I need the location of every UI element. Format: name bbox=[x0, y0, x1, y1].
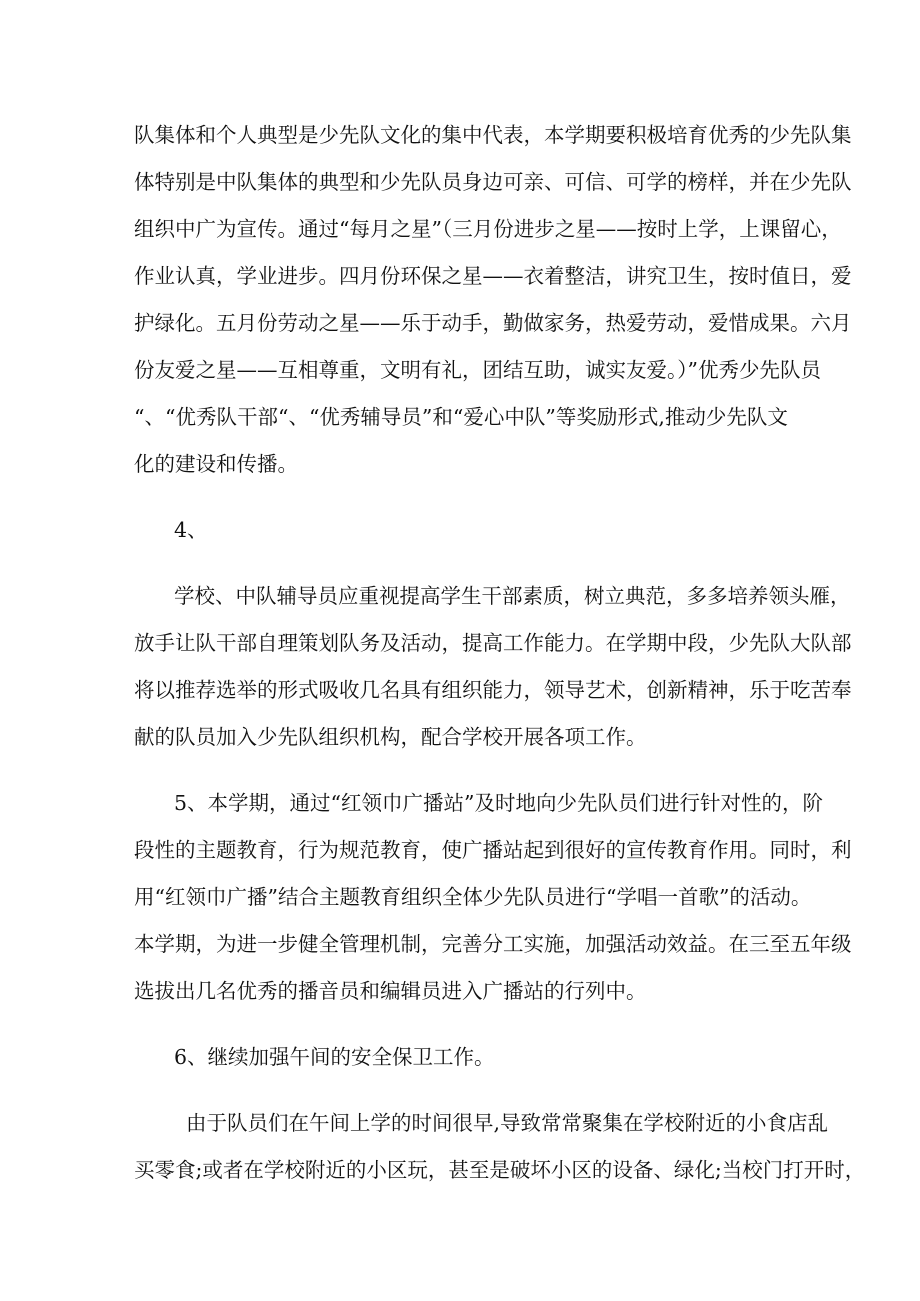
paragraph-line: 学校、中队辅导员应重视提高学生干部素质，树立典范，多多培养领头雁， bbox=[174, 584, 851, 608]
paragraph-line: 化的建设和传播。 bbox=[134, 452, 298, 476]
paragraph-line: 份友爱之星——互相尊重，文明有礼，团结互助，诚实友爱。）”优秀少先队员 bbox=[134, 358, 821, 382]
paragraph-line: 5、本学期，通过“红领巾广播站”及时地向少先队员们进行针对性的，阶 bbox=[174, 791, 824, 815]
document-body bbox=[134, 112, 866, 1194]
item-6 bbox=[134, 1034, 794, 1081]
paragraph-line: 组织中广为宣传。通过“每月之星”（三月份进步之星——按时上学，上课留心， bbox=[134, 217, 842, 241]
paragraph-line: “、“优秀队干部“、“优秀辅导员”和“爱心中队”等奖励形式,推动少先队文 bbox=[134, 405, 788, 429]
item-heading: 4、 bbox=[174, 518, 208, 542]
item-4-paragraph bbox=[134, 573, 852, 761]
paragraph-line: 献的队员加入少先队组织机构，配合学校开展各项工作。 bbox=[134, 725, 647, 749]
paragraph-line: 本学期，为进一步健全管理机制，完善分工实施，加强活动效益。在三至五年级 bbox=[134, 932, 852, 956]
item-6-paragraph bbox=[134, 1100, 866, 1194]
paragraph-line: 队集体和个人典型是少先队文化的集中代表，本学期要积极培育优秀的少先队集 bbox=[134, 123, 852, 147]
paragraph-1 bbox=[134, 112, 852, 488]
paragraph-line: 买零食;或者在学校附近的小区玩，甚至是破坏小区的设备、绿化;当校门打开时， bbox=[134, 1158, 866, 1182]
paragraph-line: 作业认真，学业进步。四月份环保之星——衣着整洁，讲究卫生，按时值日，爱 bbox=[134, 264, 852, 288]
paragraph-line: 选拔出几名优秀的播音员和编辑员进入广播站的行列中。 bbox=[134, 979, 647, 1003]
item-4 bbox=[134, 507, 794, 554]
item-heading: 6、继续加强午间的安全保卫工作。 bbox=[174, 1045, 495, 1069]
item-5-paragraph bbox=[134, 780, 852, 1015]
paragraph-line: 段性的主题教育，行为规范教育，使广播站起到很好的宣传教育作用。同时，利 bbox=[134, 838, 852, 862]
paragraph-line: 护绿化。五月份劳动之星——乐于动手，勤做家务，热爱劳动，爱惜成果。六月 bbox=[134, 311, 852, 335]
paragraph-line: 用“红领巾广播”结合主题教育组织全体少先队员进行“学唱一首歌”的活动。 bbox=[134, 885, 812, 909]
paragraph-line: 放手让队干部自理策划队务及活动，提高工作能力。在学期中段，少先队大队部 bbox=[134, 631, 852, 655]
paragraph-line: 体特别是中队集体的典型和少先队员身边可亲、可信、可学的榜样，并在少先队 bbox=[134, 170, 852, 194]
paragraph-line: 由于队员们在午间上学的时间很早,导致常常聚集在学校附近的小食店乱 bbox=[186, 1111, 829, 1135]
paragraph-line: 将以推荐选举的形式吸收几名具有组织能力，领导艺术，创新精神，乐于吃苦奉 bbox=[134, 678, 852, 702]
